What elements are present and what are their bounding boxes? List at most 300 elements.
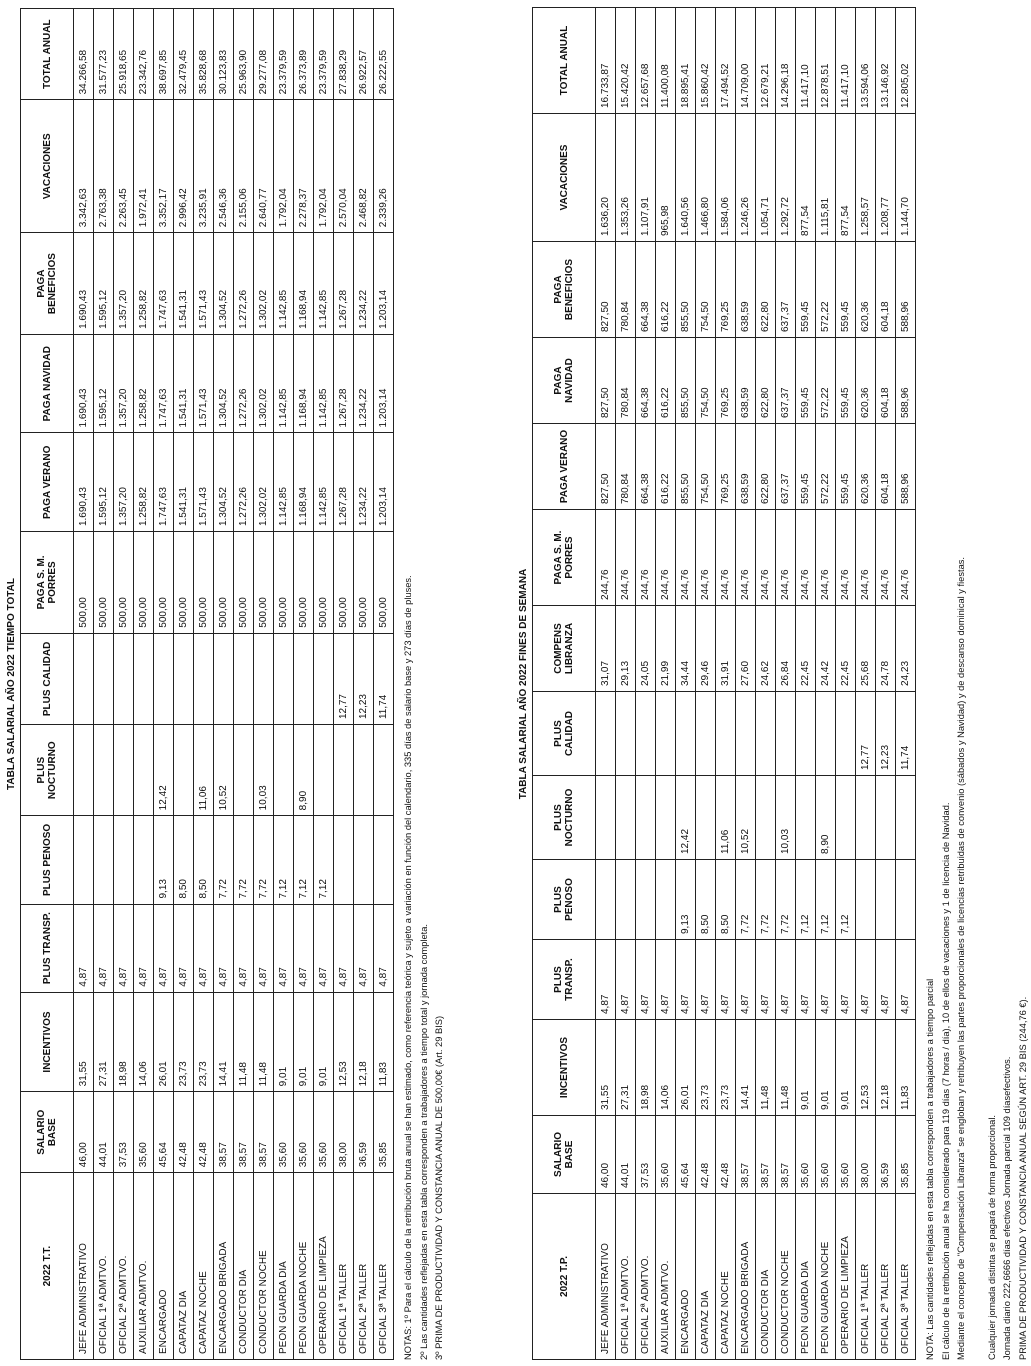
table-section-tiempo-total (4, 8, 448, 1360)
table-cell: 1.466,80 (696, 114, 716, 242)
table-cell: 244,76 (856, 510, 876, 606)
table-cell: 4,87 (756, 940, 776, 1020)
table-cell (656, 860, 676, 940)
table-cell: 559,45 (836, 338, 856, 424)
table-cell: 754,50 (696, 424, 716, 510)
table-cell: 12.805,02 (896, 8, 916, 114)
table-cell (656, 692, 676, 776)
table-cell: 559,45 (836, 242, 856, 338)
table-cell: 1.203,14 (374, 334, 394, 433)
row-label: CAPATAZ DIA (174, 1173, 194, 1360)
table-cell: 1.234,22 (354, 334, 374, 433)
table-cell: 24,05 (636, 606, 656, 692)
table-cell: 7,72 (736, 860, 756, 940)
table-cell: 13.594,06 (856, 8, 876, 114)
table-cell: 1.267,28 (334, 233, 354, 335)
table-row (234, 9, 254, 1360)
column-header: 2022 T.T. (21, 1173, 74, 1360)
table-row (836, 8, 856, 1360)
table-cell (334, 725, 354, 816)
table-cell: 244,76 (656, 510, 676, 606)
table-cell: 1.208,77 (876, 114, 896, 242)
table-cell: 244,76 (756, 510, 776, 606)
table-cell (334, 816, 354, 904)
table-cell: 38,57 (234, 1092, 254, 1173)
table-cell: 572,22 (816, 242, 836, 338)
note-line: NOTA: Las cantidades reflejadas en esta tabla corresponden a trabajadores a tiempo parcial (925, 978, 935, 1360)
table-cell (696, 692, 716, 776)
table-cell: 244,76 (696, 510, 716, 606)
column-header: PAGA NAVIDAD (21, 334, 74, 433)
table-cell: 38,57 (776, 1116, 796, 1194)
table-cell: 1.541,31 (174, 433, 194, 532)
table-cell: 35.828,68 (194, 9, 214, 100)
table-cell: 31,55 (74, 992, 94, 1092)
row-label: JEFE ADMINISTRATIVO (74, 1173, 94, 1360)
table-cell (274, 633, 294, 724)
table-cell (776, 692, 796, 776)
table-cell: 15.860,42 (696, 8, 716, 114)
note-line: Jornada diario 222,6666 días efectivos Jornada parcial 109 díasefectivos. (1002, 1056, 1012, 1360)
table-cell (314, 633, 334, 724)
table-cell: 14.296,18 (776, 8, 796, 114)
column-header: PLUS TRANSP. (533, 940, 596, 1020)
table-cell: 1.054,71 (756, 114, 776, 242)
table-cell: 11.417,10 (796, 8, 816, 114)
table-cell: 1.258,82 (134, 233, 154, 335)
table-cell: 45,64 (676, 1116, 696, 1194)
table-cell: 18,98 (114, 992, 134, 1092)
table-cell: 1.304,52 (214, 433, 234, 532)
table-cell: 11,74 (374, 633, 394, 724)
table-cell: 1.272,26 (234, 433, 254, 532)
table-cell: 12,53 (334, 992, 354, 1092)
table-cell: 1.142,85 (314, 433, 334, 532)
row-label: AUXILIAR ADMTVO. (656, 1194, 676, 1360)
table-cell (656, 776, 676, 860)
table-cell: 11,48 (234, 992, 254, 1092)
table-cell: 604,18 (876, 424, 896, 510)
table-cell: 855,50 (676, 338, 696, 424)
table-row (736, 8, 756, 1360)
table-cell: 754,50 (696, 242, 716, 338)
table-cell: 638,59 (736, 338, 756, 424)
table-cell: 559,45 (796, 338, 816, 424)
table-cell (74, 633, 94, 724)
table-cell: 616,22 (656, 424, 676, 510)
table-cell (796, 692, 816, 776)
table-cell: 620,36 (856, 338, 876, 424)
table-cell: 827,50 (596, 338, 616, 424)
table-cell (74, 725, 94, 816)
table-cell: 2.546,36 (214, 100, 234, 233)
row-label: PEON GUARDA NOCHE (294, 1173, 314, 1360)
table-cell: 965,98 (656, 114, 676, 242)
column-header: PLUS TRANSP. (21, 904, 74, 992)
table-cell (234, 725, 254, 816)
column-header: PLUS PENOSO (21, 816, 74, 904)
table-cell (94, 816, 114, 904)
table-cell: 4,87 (194, 904, 214, 992)
column-header: PLUS CALIDAD (21, 633, 74, 724)
table-cell (294, 633, 314, 724)
row-label: OFICIAL 1ª TALLER (334, 1173, 354, 1360)
table-cell: 23.379,59 (274, 9, 294, 100)
note-line: El cálculo de la retribución anual se ha considerado para 119 días (7 horas / día), 10 de ellos de vacaciones y 1 de licencia de Navidad. (940, 802, 951, 1360)
table-cell: 1.142,85 (274, 233, 294, 335)
table-cell: 12,18 (354, 992, 374, 1092)
table-cell: 500,00 (154, 532, 174, 634)
table-cell: 29.277,08 (254, 9, 274, 100)
table-cell: 7,12 (294, 816, 314, 904)
table-cell: 620,36 (856, 424, 876, 510)
table-cell: 9,01 (796, 1020, 816, 1116)
table-cell (314, 725, 334, 816)
table-row (154, 9, 174, 1360)
table-cell: 1.584,06 (716, 114, 736, 242)
table-row (334, 9, 354, 1360)
table-cell: 244,76 (616, 510, 636, 606)
table-cell: 7,12 (796, 860, 816, 940)
table-title: TABLA SALARIAL AÑO 2022 TIEMPO TOTAL (6, 578, 17, 790)
table-row (796, 8, 816, 1360)
table-cell: 25,68 (856, 606, 876, 692)
table-cell: 42,48 (716, 1116, 736, 1194)
table-cell: 4,87 (234, 904, 254, 992)
table-cell: 1.144,70 (896, 114, 916, 242)
table-cell: 3.352,17 (154, 100, 174, 233)
row-label: CAPATAZ NOCHE (716, 1194, 736, 1360)
table-cell: 38,00 (856, 1116, 876, 1194)
table-cell: 35,85 (374, 1092, 394, 1173)
table-cell: 244,76 (776, 510, 796, 606)
column-header: PAGA VERANO (533, 424, 596, 510)
table-cell: 35,60 (836, 1116, 856, 1194)
table-cell: 14.709,00 (736, 8, 756, 114)
table-cell: 588,96 (896, 242, 916, 338)
table-cell: 1.142,85 (314, 334, 334, 433)
table-cell: 638,59 (736, 424, 756, 510)
table-cell: 500,00 (314, 532, 334, 634)
table-cell: 11,48 (254, 992, 274, 1092)
table-cell: 1.267,28 (334, 433, 354, 532)
table-cell: 754,50 (696, 338, 716, 424)
table-cell: 244,76 (716, 510, 736, 606)
table-cell: 616,22 (656, 242, 676, 338)
table-cell: 11,83 (374, 992, 394, 1092)
table-cell: 35,60 (274, 1092, 294, 1173)
table-cell: 4,87 (154, 904, 174, 992)
table-cell (836, 776, 856, 860)
table-cell: 12,77 (334, 633, 354, 724)
note-line: Mediante el concepto de "Compensación Libranza" se engloban y retribuyen las partes proporcionales de licencias retribuidas de convenio (sábados y Navidad) y de descanso dominical y fiestas. (956, 557, 966, 1360)
table-cell: 4,87 (836, 940, 856, 1020)
table-cell: 1.142,85 (274, 334, 294, 433)
row-label: CONDUCTOR DIA (756, 1194, 776, 1360)
table-cell: 22,45 (796, 606, 816, 692)
row-label: CONDUCTOR NOCHE (776, 1194, 796, 1360)
table-cell: 1.304,52 (214, 233, 234, 335)
table-cell: 244,76 (676, 510, 696, 606)
table-cell: 10,03 (254, 725, 274, 816)
table-cell: 8,90 (816, 776, 836, 860)
row-label: CONDUCTOR DIA (234, 1173, 254, 1360)
table-cell: 244,76 (836, 510, 856, 606)
table-cell: 4,87 (254, 904, 274, 992)
table-cell (616, 776, 636, 860)
table-cell: 8,50 (174, 816, 194, 904)
table-cell: 27,60 (736, 606, 756, 692)
table-cell: 637,37 (776, 338, 796, 424)
table-row (294, 9, 314, 1360)
table-cell: 780,84 (616, 338, 636, 424)
table-cell: 18.895,41 (676, 8, 696, 114)
table-cell: 3.235,91 (194, 100, 214, 233)
note-line: NOTAS: 1º Para el cálculo de la retribución bruta anual se han estimado, como referencia teórica y sujeto a variación en función del calendario, 335 días de salario base y 273 días de pluses. (403, 575, 413, 1360)
table-cell: 38,57 (756, 1116, 776, 1194)
column-header: TOTAL ANUAL (533, 8, 596, 114)
table-cell: 1.571,43 (194, 233, 214, 335)
table-cell: 1.302,02 (254, 334, 274, 433)
table-cell: 4,87 (896, 940, 916, 1020)
table-cell: 11,06 (716, 776, 736, 860)
table-cell: 588,96 (896, 338, 916, 424)
note-line: 3º PRIMA DE PRODUCTIVIDAD Y CONSTANCIA ANUAL DE 500,00€ (Art. 29 BIS) (434, 1015, 444, 1360)
table-cell (716, 692, 736, 776)
table-cell: 769,25 (716, 424, 736, 510)
table-cell (74, 816, 94, 904)
table-cell: 26.922,57 (354, 9, 374, 100)
table-cell: 31,91 (716, 606, 736, 692)
table-cell: 637,37 (776, 424, 796, 510)
table-cell: 9,01 (816, 1020, 836, 1116)
table-cell: 4,87 (696, 940, 716, 1020)
table-cell (214, 633, 234, 724)
table-cell: 14,41 (736, 1020, 756, 1116)
table-cell: 12.679,21 (756, 8, 776, 114)
column-header: INCENTIVOS (533, 1020, 596, 1116)
table-cell: 4,87 (796, 940, 816, 1020)
table-cell: 12,18 (876, 1020, 896, 1116)
table-cell: 1.142,85 (314, 233, 334, 335)
table-cell: 35,60 (134, 1092, 154, 1173)
table-cell: 38.697,85 (154, 9, 174, 100)
table-cell (174, 633, 194, 724)
table-cell (94, 725, 114, 816)
table-row (616, 8, 636, 1360)
table-cell: 559,45 (796, 242, 816, 338)
table-row (114, 9, 134, 1360)
table-cell: 500,00 (74, 532, 94, 634)
column-header: COMPENS LIBRANZA (533, 606, 596, 692)
table-cell: 827,50 (596, 242, 616, 338)
table-cell: 24,78 (876, 606, 896, 692)
table-cell: 827,50 (596, 424, 616, 510)
table-cell: 9,13 (154, 816, 174, 904)
table-cell (856, 860, 876, 940)
column-header: PAGA S. M. PORRES (21, 532, 74, 634)
table-cell: 2.278,37 (294, 100, 314, 233)
table-row (596, 8, 616, 1360)
column-header: PLUS PENOSO (533, 860, 596, 940)
row-label: OFICIAL 2ª ADMTVO. (114, 1173, 134, 1360)
table-row (696, 8, 716, 1360)
table-cell: 1.571,43 (194, 433, 214, 532)
table-cell (596, 692, 616, 776)
table-cell: 1.541,31 (174, 233, 194, 335)
column-header: PAGA S. M. PORRES (533, 510, 596, 606)
table-cell (134, 633, 154, 724)
table-cell: 7,72 (214, 816, 234, 904)
table-cell: 7,72 (234, 816, 254, 904)
table-cell (676, 692, 696, 776)
table-cell: 37,53 (114, 1092, 134, 1173)
table-row (876, 8, 896, 1360)
table-cell: 604,18 (876, 338, 896, 424)
table-cell: 31,07 (596, 606, 616, 692)
table-row (756, 8, 776, 1360)
table-cell: 26.373,89 (294, 9, 314, 100)
row-label: OFICIAL 3ª TALLER (374, 1173, 394, 1360)
table-cell: 244,76 (796, 510, 816, 606)
column-header: PAGA BENEFICIOS (533, 242, 596, 338)
column-header: 2022 T.P. (533, 1194, 596, 1360)
table-row (716, 8, 736, 1360)
table-cell: 35,60 (294, 1092, 314, 1173)
table-cell: 4,87 (374, 904, 394, 992)
table-cell: 45,64 (154, 1092, 174, 1173)
table-cell: 7,12 (274, 816, 294, 904)
column-header: PLUS CALIDAD (533, 692, 596, 776)
row-label: CAPATAZ NOCHE (194, 1173, 214, 1360)
table-cell: 244,76 (596, 510, 616, 606)
table-cell: 604,18 (876, 242, 896, 338)
table-cell: 244,76 (636, 510, 656, 606)
table-cell (896, 776, 916, 860)
table-cell (876, 776, 896, 860)
table-cell: 4,87 (174, 904, 194, 992)
table-cell: 500,00 (114, 532, 134, 634)
table-cell: 4,87 (616, 940, 636, 1020)
row-label: OFICIAL 2ª ADMTVO. (636, 1194, 656, 1360)
table-cell (234, 633, 254, 724)
table-cell: 1.595,12 (94, 433, 114, 532)
table-cell: 31.577,23 (94, 9, 114, 100)
table-cell: 11,06 (194, 725, 214, 816)
table-cell: 15.420,42 (616, 8, 636, 114)
table-cell: 500,00 (174, 532, 194, 634)
table-cell: 1.747,63 (154, 233, 174, 335)
table-cell: 24,23 (896, 606, 916, 692)
table-cell: 500,00 (274, 532, 294, 634)
table-cell: 1.272,26 (234, 334, 254, 433)
table-cell: 588,96 (896, 424, 916, 510)
table-row (74, 9, 94, 1360)
table-cell: 10,52 (214, 725, 234, 816)
table-cell: 29,46 (696, 606, 716, 692)
table-cell (254, 633, 274, 724)
table-cell: 37,53 (636, 1116, 656, 1194)
table-cell: 23,73 (174, 992, 194, 1092)
table-cell: 7,72 (254, 816, 274, 904)
table-cell (596, 776, 616, 860)
table-cell: 7,12 (314, 816, 334, 904)
table-cell: 1.107,91 (636, 114, 656, 242)
table-cell: 38,57 (736, 1116, 756, 1194)
table-cell: 1.636,20 (596, 114, 616, 242)
table-row (374, 9, 394, 1360)
table-cell: 769,25 (716, 242, 736, 338)
table-cell (354, 725, 374, 816)
table-cell: 46,00 (74, 1092, 94, 1173)
table-cell: 4,87 (274, 904, 294, 992)
table-cell: 500,00 (234, 532, 254, 634)
table-cell: 780,84 (616, 424, 636, 510)
table-cell: 46,00 (596, 1116, 616, 1194)
table-cell: 2.763,38 (94, 100, 114, 233)
table-row (254, 9, 274, 1360)
table-cell: 877,54 (796, 114, 816, 242)
table-cell: 23,73 (696, 1020, 716, 1116)
table-cell: 500,00 (194, 532, 214, 634)
table-cell: 1.168,94 (294, 334, 314, 433)
note-spacer (970, 8, 985, 1360)
table-cell: 7,72 (756, 860, 776, 940)
table-cell: 12,77 (856, 692, 876, 776)
table-cell: 2.339,26 (374, 100, 394, 233)
table-cell: 4,87 (776, 940, 796, 1020)
table-cell: 780,84 (616, 242, 636, 338)
column-header: VACACIONES (533, 114, 596, 242)
table-cell: 4,87 (736, 940, 756, 1020)
salary-table-fines-de-semana (532, 7, 916, 1360)
row-label: ENCARGADO BRIGADA (214, 1173, 234, 1360)
row-label: OFICIAL 3ª TALLER (896, 1194, 916, 1360)
table-row (656, 8, 676, 1360)
row-label: ENCARGADO BRIGADA (736, 1194, 756, 1360)
table-cell (114, 725, 134, 816)
row-label: PEON GUARDA DIA (796, 1194, 816, 1360)
table-cell: 35,60 (796, 1116, 816, 1194)
table-cell: 12,23 (354, 633, 374, 724)
table-cell: 559,45 (796, 424, 816, 510)
table-cell: 1.168,94 (294, 433, 314, 532)
table-row (214, 9, 234, 1360)
table-cell: 9,01 (836, 1020, 856, 1116)
row-label: PEON GUARDA DIA (274, 1173, 294, 1360)
row-label: OFICIAL 1ª TALLER (856, 1194, 876, 1360)
table-cell: 1.690,43 (74, 334, 94, 433)
table-cell: 42,48 (194, 1092, 214, 1173)
table-cell: 637,37 (776, 242, 796, 338)
table-cell: 27,31 (94, 992, 114, 1092)
row-label: ENCARGADO (676, 1194, 696, 1360)
table-cell: 4,87 (334, 904, 354, 992)
table-cell (736, 692, 756, 776)
table-cell: 9,01 (274, 992, 294, 1092)
table-cell: 34,44 (676, 606, 696, 692)
note-line: 2º Las cantidades reflejadas en esta tabla corresponden a trabajadores a tiempo total y jornada completa. (418, 924, 429, 1360)
table-cell: 1.258,82 (134, 433, 154, 532)
table-cell: 244,76 (896, 510, 916, 606)
table-row (194, 9, 214, 1360)
table-cell (274, 725, 294, 816)
table-cell: 1.747,63 (154, 334, 174, 433)
column-header: INCENTIVOS (21, 992, 74, 1092)
table-cell: 38,57 (254, 1092, 274, 1173)
table-cell (876, 860, 896, 940)
table-cell: 616,22 (656, 338, 676, 424)
